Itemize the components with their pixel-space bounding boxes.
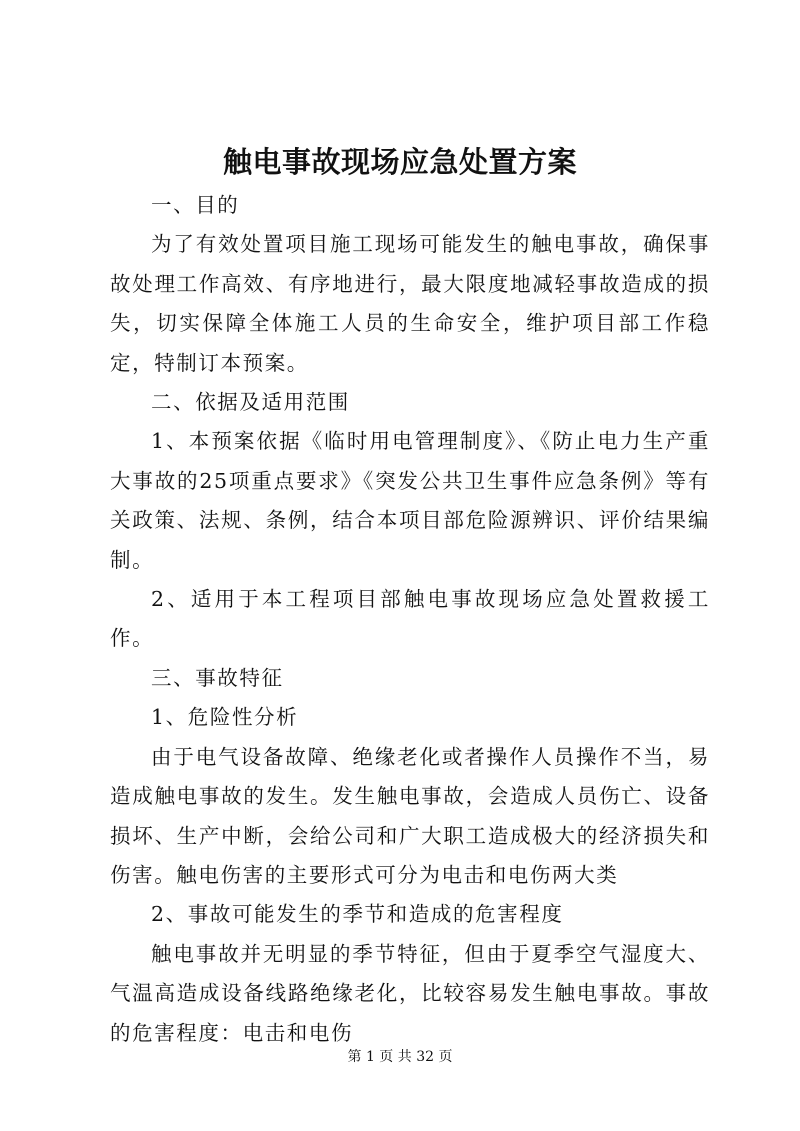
paragraph-hazard-analysis: 由于电气设备故障、绝缘老化或者操作人员操作不当，易造成触电事故的发生。发生触电事故，会造成人员伤亡、设备损坏、生产中断，会给公司和广大职工造成极大的经济损失和伤害。触电伤害的主要形式可分为电击和电伤两大类 — [110, 744, 710, 887]
section-heading-accident-features: 三、事故特征 — [151, 665, 284, 690]
document-body — [110, 186, 710, 1053]
paragraph-purpose: 为了有效处置项目施工现场可能发生的触电事故，确保事故处理工作高效、有序地进行，最大限度地减轻事故造成的损失，切实保障全体施工人员的生命安全，维护项目部工作稳定，特制订本预案。 — [110, 232, 710, 375]
section-heading-purpose: 一、目的 — [151, 193, 240, 217]
paragraph-season-severity: 触电事故并无明显的季节特征，但由于夏季空气湿度大、气温高造成设备线路绝缘老化，比较容易发生触电事故。事故的危害程度：电击和电伤 — [110, 941, 710, 1045]
subheading-season-severity: 2、事故可能发生的季节和造成的危害程度 — [151, 902, 564, 927]
document-title: 触电事故现场应急处置方案 — [222, 145, 577, 179]
paragraph-basis: 1、本预案依据《临时用电管理制度》、《防止电力生产重大事故的25项重点要求》《突发公共卫生事件应急条例》等有关政策、法规、条例，结合本项目部危险源辨识、评价结果编制。 — [110, 429, 710, 572]
paragraph-scope: 2、适用于本工程项目部触电事故现场应急处置救援工作。 — [110, 587, 710, 651]
subheading-hazard-analysis: 1、危险性分析 — [151, 705, 299, 730]
section-heading-basis-scope: 二、依据及适用范围 — [151, 390, 350, 415]
page-number-footer: 第 1 页 共 32 页 — [347, 1049, 453, 1065]
